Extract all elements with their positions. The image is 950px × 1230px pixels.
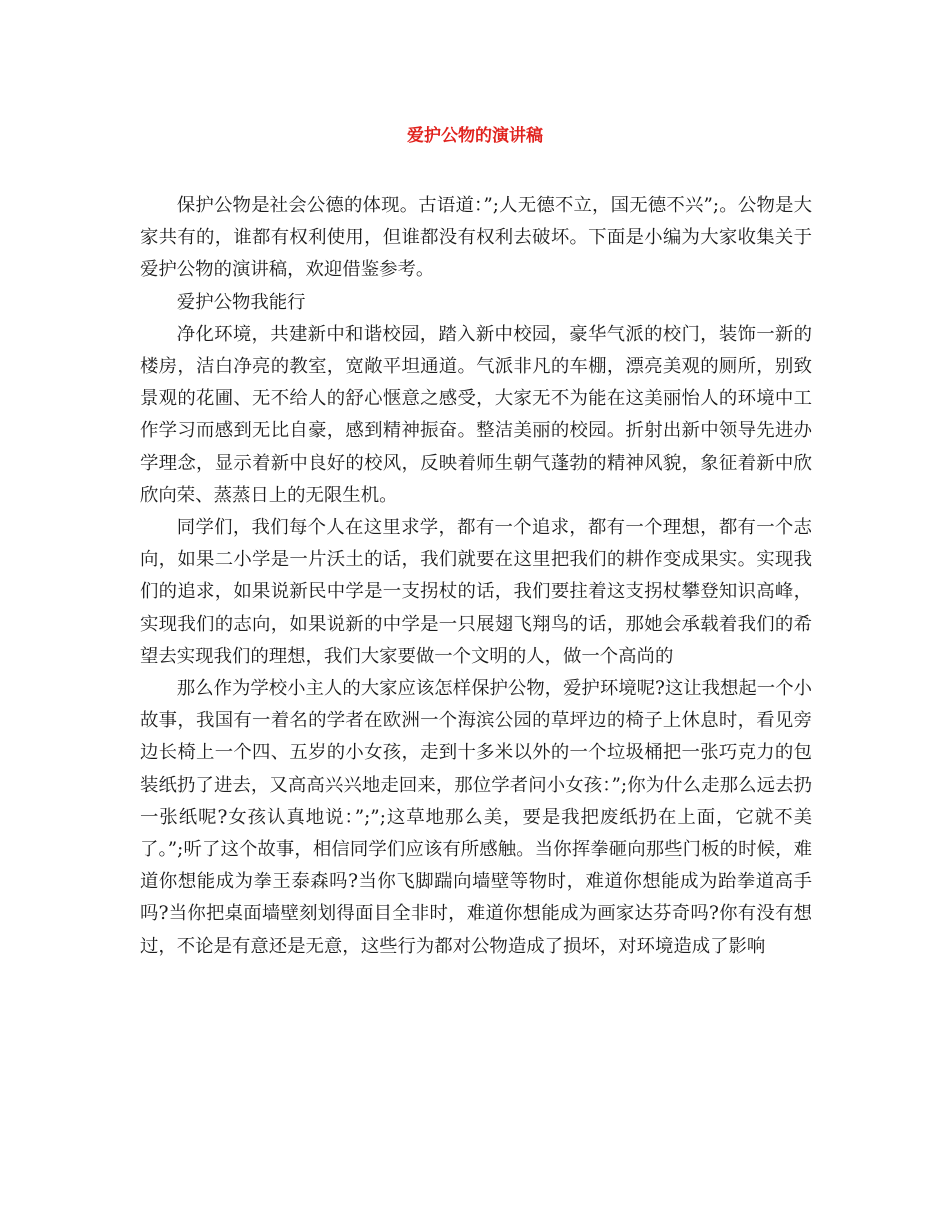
document-body [140,190,812,963]
document-title: 爱护公物的演讲稿 [407,126,543,146]
paragraph-campus: 净化环境，共建新中和谐校园，踏入新中校园，豪华气派的校门，装饰一新的楼房，洁白净亮的教室，宽敞平坦通道。气派非凡的车棚，漂亮美观的厕所，别致景观的花圃、无不给人的舒心惬意之感受，大家无不为能在这美丽怡人的环境中工作学习而感到无比自豪，感到精神振奋。整洁美丽的校园。折射出新中领导先进办学理念，显示着新中良好的校风，反映着师生朝气蓬勃的精神风貌，象征着新中欣欣向荣、蒸蒸日上的无限生机。 [140,323,812,506]
paragraph-story: 那么作为学校小主人的大家应该怎样保护公物，爱护环境呢?这让我想起一个小故事，我国有一着名的学者在欧洲一个海滨公园的草坪边的椅子上休息时，看见旁边长椅上一个四、五岁的小女孩，走到十多米以外的一个垃圾桶把一张巧克力的包装纸扔了进去，又高高兴兴地走回来，那位学者问小女孩：”;你为什么走那么远去扔一张纸呢?女孩认真地说：”;”;这草地那么美，要是我把废纸扔在上面，它就不美了。”;听了这个故事，相信同学们应该有所感触。当你挥拳砸向那些门板的时候，难道你想能成为拳王泰森吗?当你飞脚踹向墙壁等物时，难道你想能成为跆拳道高手吗?当你把桌面墙壁刻划得面目全非时，难道你想能成为画家达芬奇吗?你有没有想过，不论是有意还是无意，这些行为都对公物造成了损坏，对环境造成了影响 [140,678,812,957]
paragraph-subheading: 爱护公物我能行 [176,291,306,313]
paragraph-students: 同学们，我们每个人在这里求学，都有一个追求，都有一个理想，都有一个志向，如果二小学是一片沃土的话，我们就要在这里把我们的耕作变成果实。实现我们的追求，如果说新民中学是一支拐杖的话，我们要拄着这支拐杖攀登知识高峰，实现我们的志向，如果说新的中学是一只展翅飞翔鸟的话，那她会承载着我们的希望去实现我们的理想，我们大家要做一个文明的人，做一个高尚的 [140,517,812,667]
paragraph-intro: 保护公物是社会公德的体现。古语道：”;人无德不立，国无德不兴”;。公物是大家共有的，谁都有权利使用，但谁都没有权利去破坏。下面是小编为大家收集关于爱护公物的演讲稿，欢迎借鉴参考。 [140,195,812,281]
